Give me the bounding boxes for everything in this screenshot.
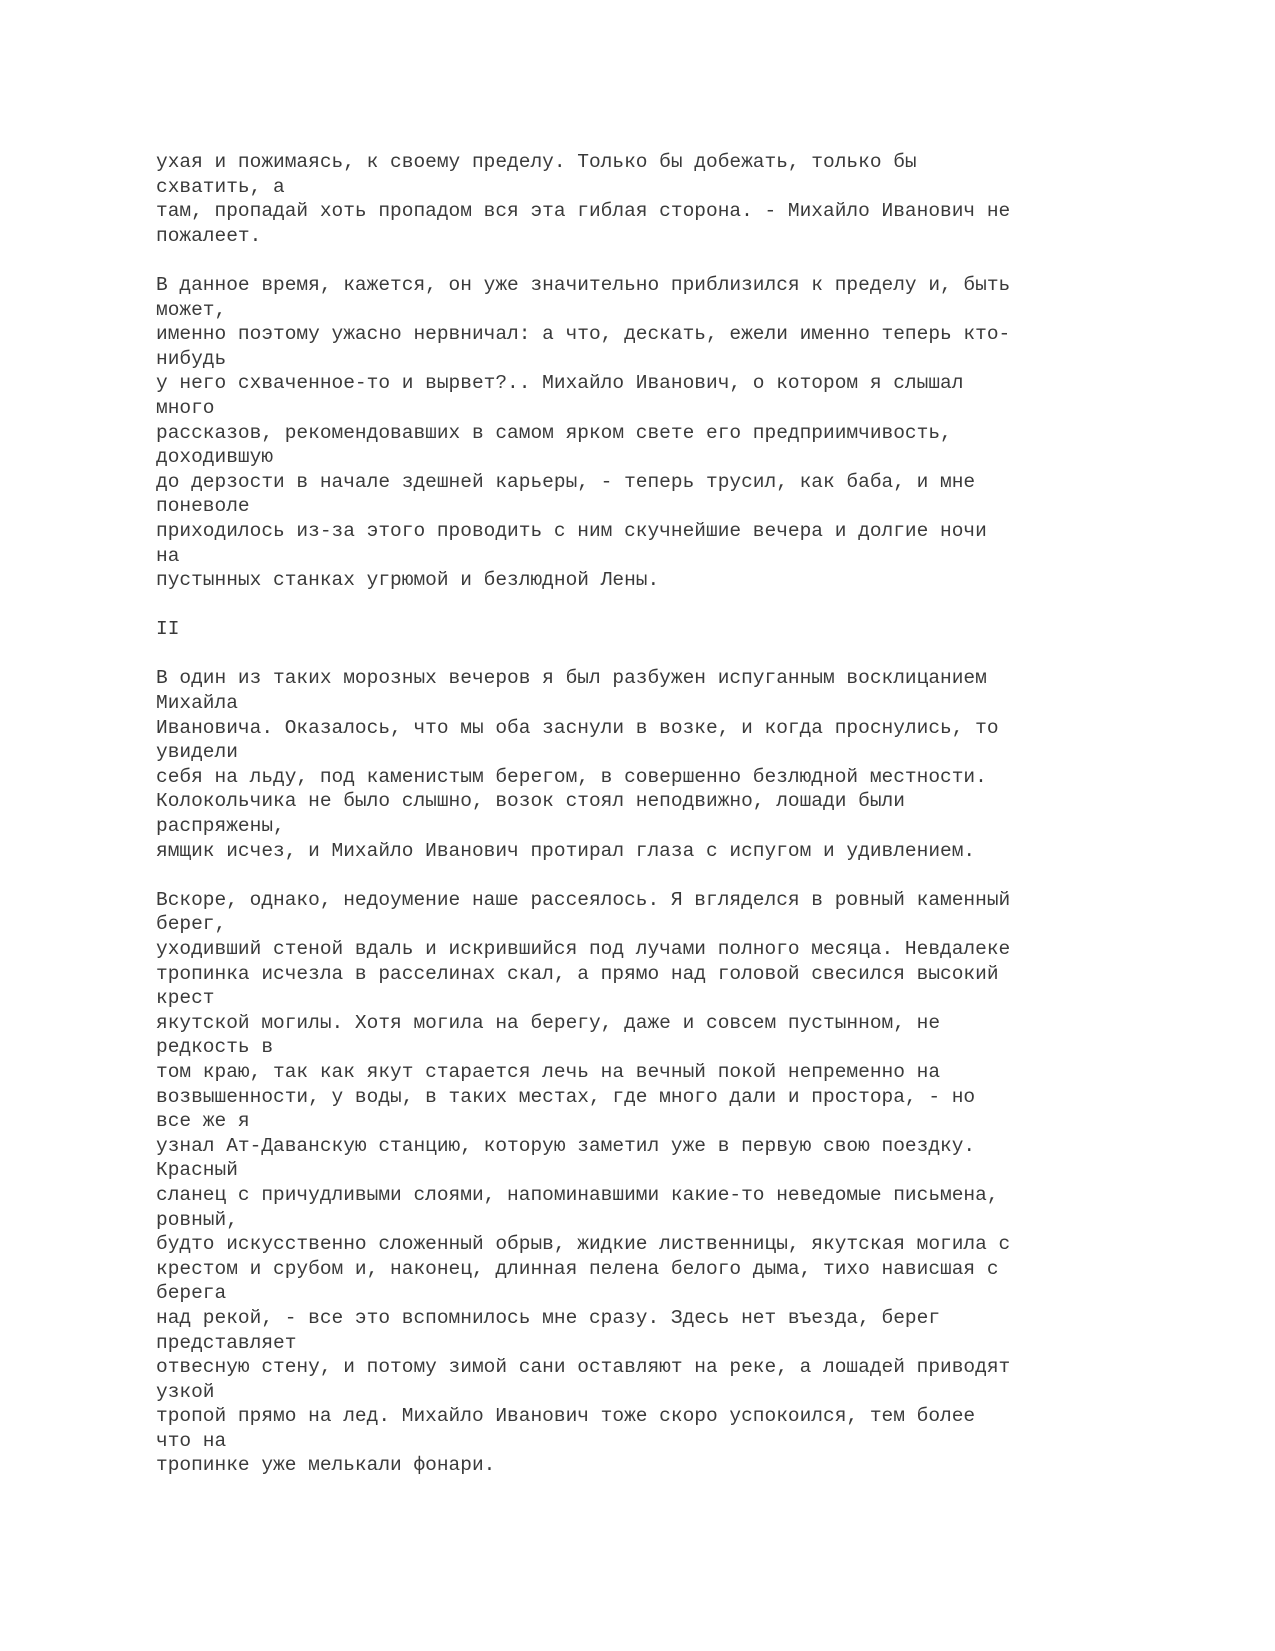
text-line: над рекой, - все это вспомнилось мне сразу. Здесь нет въезда, берег xyxy=(156,1306,941,1329)
text-line: редкость в xyxy=(156,1036,274,1059)
text-line: том краю, так как якут старается лечь на вечный покой непременно на xyxy=(156,1060,941,1083)
text-line: на xyxy=(156,544,180,567)
text-line: Михайла xyxy=(156,692,238,715)
text-line: якутской могилы. Хотя могила на берегу, даже и совсем пустынном, не xyxy=(156,1011,941,1034)
text-line: сланец с причудливыми слоями, напоминавшими какие-то неведомые письмена, xyxy=(156,1183,999,1206)
text-line: представляет xyxy=(156,1331,297,1354)
text-line: узнал Ат-Даванскую станцию, которую заметил уже в первую свою поездку. xyxy=(156,1134,976,1157)
paragraph xyxy=(156,888,1156,1478)
text-line: нибудь xyxy=(156,347,227,370)
text-line: приходилось из-за этого проводить с ним скучнейшие вечера и долгие ночи xyxy=(156,519,987,542)
text-line: может, xyxy=(156,298,227,321)
text-line: крестом и срубом и, наконец, длинная пелена белого дыма, тихо нависшая с xyxy=(156,1257,999,1280)
text-line: ровный, xyxy=(156,1208,238,1231)
text-line: себя на льду, под каменистым берегом, в совершенно безлюдной местности. xyxy=(156,765,987,788)
text-line: поневоле xyxy=(156,495,250,518)
text-line: Вскоре, однако, недоумение наше рассеялось. Я вгляделся в ровный каменный xyxy=(156,888,1011,911)
text-line: увидели xyxy=(156,741,238,764)
text-line: пожалеет. xyxy=(156,224,262,247)
text-line: рассказов, рекомендовавших в самом ярком свете его предприимчивость, xyxy=(156,421,952,444)
chapter-heading xyxy=(156,617,1156,642)
text-line: пустынных станках угрюмой и безлюдной Лены. xyxy=(156,569,660,592)
text-line: берега xyxy=(156,1282,227,1305)
text-line: ямщик исчез, и Михайло Иванович протирал глаза с испугом и удивлением. xyxy=(156,839,976,862)
text-line: много xyxy=(156,396,215,419)
text-line: Колокольчика не было слышно, возок стоял неподвижно, лошади были xyxy=(156,790,905,813)
paragraph xyxy=(156,150,1156,248)
text-line: до дерзости в начале здешней карьеры, - теперь трусил, как баба, и мне xyxy=(156,470,976,493)
document-text xyxy=(156,150,1156,1503)
text-line: Красный xyxy=(156,1159,238,1182)
text-line: у него схваченное-то и вырвет?.. Михайло Иванович, о котором я слышал xyxy=(156,372,964,395)
text-line: ухая и пожимаясь, к своему пределу. Только бы добежать, только бы xyxy=(156,151,917,173)
text-line: крест xyxy=(156,987,215,1010)
text-line: все же я xyxy=(156,1110,250,1133)
paragraph xyxy=(156,273,1156,593)
text-line: будто искусственно сложенный обрыв, жидкие лиственницы, якутская могила с xyxy=(156,1233,1011,1256)
text-line: отвесную стену, и потому зимой сани оставляют на реке, а лошадей приводят xyxy=(156,1356,1011,1379)
text-line: именно поэтому ужасно нервничал: а что, дескать, ежели именно теперь кто- xyxy=(156,323,1011,346)
text-line: Ивановича. Оказалось, что мы оба заснули в возке, и когда проснулись, то xyxy=(156,716,999,739)
text-line: тропой прямо на лед. Михайло Иванович тоже скоро успокоился, тем более xyxy=(156,1405,976,1428)
paragraph xyxy=(156,666,1156,863)
text-line: берег, xyxy=(156,913,227,936)
text-line: уходивший стеной вдаль и искрившийся под лучами полного месяца. Невдалеке xyxy=(156,938,1011,960)
text-line: тропинке уже мелькали фонари. xyxy=(156,1454,496,1477)
text-line: В один из таких морозных вечеров я был разбужен испуганным восклицанием xyxy=(156,667,987,690)
text-line: II xyxy=(156,618,180,641)
text-line: тропинка исчезла в расселинах скал, а прямо над головой свесился высокий xyxy=(156,962,999,985)
text-line: узкой xyxy=(156,1380,215,1403)
text-line: доходившую xyxy=(156,446,274,469)
text-line: там, пропадай хоть пропадом вся эта гиблая сторона. - Михайло Иванович не xyxy=(156,200,1011,223)
text-line: В данное время, кажется, он уже значительно приблизился к пределу и, быть xyxy=(156,273,1011,296)
text-line: возвышенности, у воды, в таких местах, где много дали и простора, - но xyxy=(156,1085,976,1108)
text-line: распряжены, xyxy=(156,815,285,838)
text-line: что на xyxy=(156,1429,227,1452)
text-line: схватить, а xyxy=(156,175,285,198)
